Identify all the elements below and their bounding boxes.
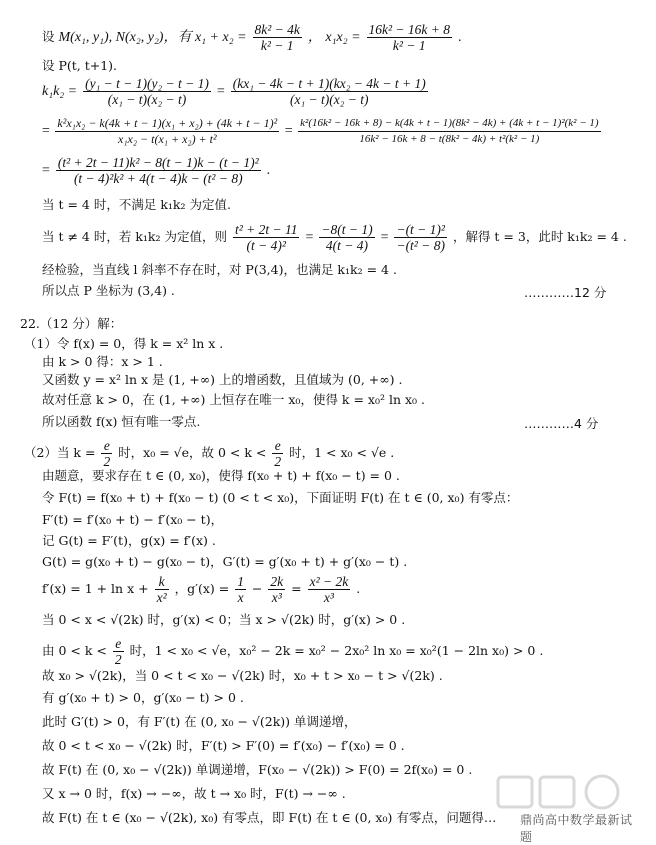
- s21-keq3-frac: $\frac{\text{(t² + 2t − 11)k² − 8(t − 1)k − (t − 1)²}}{\text{(t − 4)²k² + 4(t − 4)k − (t² − 8)}}$: [57, 155, 259, 186]
- s21-check-line: 经检验，当直线 l 斜率不存在时，对 P(3,4)，也满足 k₁k₂ = 4 .: [42, 262, 397, 277]
- s22-p2-line8: 当 0 < x < √(2k) 时，g′(x) < 0；当 x > √(2k) 时，g′(x) > 0 .: [42, 612, 406, 627]
- s21-tne4-frac1: $\frac{\text{t² + 2t − 11}}{\text{(t − 4)²}}$: [234, 222, 298, 253]
- s22-p2-line10: 故 x₀ > √(2k)，当 0 < t < x₀ − √(2k) 时，x₀ + t > x₀ − t > √(2k) .: [42, 668, 443, 683]
- s21-tne4-prefix: 当 t ≠ 4 时，若 k₁k₂ 为定值，则: [42, 229, 227, 244]
- s22-p2-line7-frac1: $\frac{k}{\text{x²}}$: [156, 574, 167, 605]
- s22-p2-line16: 故 F(t) 在 t ∈ (x₀ − √(2k), x₀) 有零点，即 F(t) 在 t ∈ (0, x₀) 有零点，问题得…: [42, 810, 497, 825]
- s22-p1-line4: 故对任意 k > 0，在 (1, +∞) 上恒存在唯一 x₀，使得 k = x₀² ln x₀ .: [42, 392, 425, 407]
- s21-keq1-frac1: $\frac{\text{(y₁ − t − 1)(y₂ − t − 1)}}{\text{(x₁ − t)(x₂ − t)}}$: [85, 76, 209, 107]
- s22-p2-line4: F′(t) = f′(x₀ + t) − f′(x₀ − t)，: [42, 512, 224, 527]
- s21-keq3: = $\frac{\text{(t² + 2t − 11)k² − 8(t − 1)k − (t − 1)²}}{\text{(t − 4)²k² + 4(t − 4)k − (t² − 8)}}$ .: [42, 155, 271, 186]
- s21-score: …………12 分: [524, 285, 607, 300]
- s21-line1-mid: ， x₁x₂ =: [307, 30, 361, 45]
- s22-p2-line13: 故 0 < t < x₀ − √(2k) 时，F′(t) > F′(0) = f′(x₀) − f′(x₀) = 0 .: [42, 738, 405, 753]
- s21-t4-line: 当 t = 4 时，不满足 k₁k₂ 为定值.: [42, 197, 231, 212]
- s21-tne4-line: 当 t ≠ 4 时，若 k₁k₂ 为定值，则 $\frac{\text{t² + 2t − 11}}{\text{(t − 4)²}}$ = $\frac{-8(t - 1)}{4(t - 4)}$ = $\frac{\text{−(t − 1)²}}{\text{−(t² − 8)}}$ ，解得 t = 3，此时 k₁k₂ = 4 .: [42, 222, 627, 253]
- s22-p2-line1: （2）当 k = $\frac{e}{2}$ 时，x₀ = √e，故 0 < k < $\frac{e}{2}$ 时，1 < x₀ < √e .: [24, 438, 395, 469]
- s21-keq2: = $\frac{\text{k²x₁x₂ − k(4k + t − 1)(x₁ + x₂) + (4k + t − 1)²}}{\text{x₁x₂ − t(x₁ + x₂) + t²}}$ = k²(16k² − 16k + 8) − k(4k + t − 1)(8k² − 4k) + (4k + t − 1)²(k² − 1) 16k² − 16k + 8 − t(8k² − 4k) + t²(k² − 1): [42, 116, 599, 146]
- s22-p1-line5: 所以函数 f(x) 恒有唯一零点.: [42, 414, 201, 429]
- watermark: [490, 773, 640, 844]
- s21-tne4-frac2: $\frac{-8(t - 1)}{4(t - 4)}$: [321, 222, 373, 253]
- s21-keq2-frac2: k²(16k² − 16k + 8) − k(4k + t − 1)(8k² − 4k) + (4k + t − 1)²(k² − 1) 16k² − 16k + 8 − t(8k² − 4k) + t²(k² − 1): [300, 117, 599, 145]
- s21-tne4-frac3: $\frac{\text{−(t − 1)²}}{\text{−(t² − 8)}}$: [396, 222, 445, 253]
- s21-keq2-frac1: $\frac{\text{k²x₁x₂ − k(4k + t − 1)(x₁ + x₂) + (4k + t − 1)²}}{\text{x₁x₂ − t(x₁ + x₂) + t²}}$: [57, 116, 278, 146]
- s22-p2-line1-frac1: $\frac{e}{2}$: [103, 438, 111, 469]
- s21-keq1-frac2: $\frac{\text{(kx₁ − 4k − t + 1)(kx₂ − 4k − t + 1)}}{\text{(x₁ − t)(x₂ − t)}}$: [232, 76, 426, 107]
- s22-p2-line7: f′(x) = 1 + ln x + $\frac{k}{\text{x²}}$ ，g′(x) = $\frac{1}{x}$ − $\frac{2k}{\text{x³}}$ = $\frac{\text{x² − 2k}}{\text{x³}}$ .: [42, 574, 361, 605]
- watermark-text: 鼎尚高中数学最新试题: [520, 813, 633, 844]
- s22-p1-line2: 由 k > 0 得：x > 1 .: [42, 354, 163, 369]
- s21-keq1-lhs: k₁k₂ =: [42, 84, 78, 99]
- s22-p2-line12: 此时 G′(t) > 0，有 F′(t) 在 (0, x₀ − √(2k)) 单调递增，: [42, 714, 357, 729]
- s22-header: 22.（12 分）解：: [20, 316, 123, 331]
- s21-line1-frac1: $\frac{\text{8k² − 4k}}{\text{k² − 1}}$: [254, 22, 300, 53]
- s22-p1-line3: 又函数 y = x² ln x 是 (1, +∞) 上的增函数，且值域为 (0, +∞) .: [42, 372, 403, 387]
- s22-p2-line11: 有 g′(x₀ + t) > 0，g′(x₀ − t) > 0 .: [42, 690, 244, 705]
- s22-p1-score: …………4 分: [524, 416, 599, 431]
- s21-line1-prefix: 设: [42, 29, 55, 44]
- s22-p2-line15: 又 x → 0 时，f(x) → −∞，故 t → x₀ 时，F(t) → −∞ .: [42, 786, 346, 801]
- s22-p2-line5: 记 G(t) = F′(t)，g(x) = f′(x) .: [42, 533, 216, 548]
- s21-line1-frac2: $\frac{\text{16k² − 16k + 8}}{\text{k² − 1}}$: [368, 22, 451, 53]
- s22-p2-line7-frac2: $\frac{1}{x}$: [237, 574, 244, 605]
- s22-p2-line14: 故 F(t) 在 (0, x₀ − √(2k)) 单调递增，F(x₀ − √(2k)) > F(0) = 2f(x₀) = 0 .: [42, 762, 473, 777]
- s22-p2-line2: 由题意，要求存在 t ∈ (0, x₀)，使得 f(x₀ + t) + f(x₀ − t) = 0 .: [42, 468, 400, 483]
- s22-p2-line1-frac2: $\frac{e}{2}$: [274, 438, 282, 469]
- s21-conclusion: 所以点 P 坐标为 (3,4) .: [42, 283, 175, 298]
- s22-p2-line6: G(t) = g(x₀ + t) − g(x₀ − t)，G′(t) = g′(x₀ + t) + g′(x₀ − t) .: [42, 554, 408, 569]
- s21-line2: 设 P(t, t+1).: [42, 58, 118, 73]
- s22-p2-line9: 由 0 < k < $\frac{e}{2}$ 时，1 < x₀ < √e，x₀² − 2k = x₀² − 2x₀² ln x₀ = x₀²(1 − 2ln x₀) > 0 .: [42, 636, 544, 667]
- s22-p2-line3: 令 F(t) = f(x₀ + t) + f(x₀ − t) (0 < t < x₀)，下面证明 F(t) 在 t ∈ (0, x₀) 有零点：: [42, 490, 519, 505]
- s21-tne4-suffix: ，解得 t = 3，此时 k₁k₂ = 4 .: [452, 229, 627, 244]
- s22-p2-line9-frac: $\frac{e}{2}$: [114, 636, 122, 667]
- s22-p1-line1: （1）令 f(x) = 0，得 k = x² ln x .: [24, 336, 224, 351]
- s21-line1: 设 M(x₁, y₁), N(x₂, y₂)，有 x₁ + x₂ = $\frac{\text{8k² − 4k}}{\text{k² − 1}}$ ， x₁x₂ = $\frac{\text{16k² − 16k + 8}}{\text{k² − 1}}$ .: [42, 22, 462, 53]
- s22-p2-line7-frac3: $\frac{2k}{\text{x³}}$: [270, 574, 284, 605]
- s22-p2-line7-frac4: $\frac{\text{x² − 2k}}{\text{x³}}$: [309, 574, 349, 605]
- s21-keq1: k₁k₂ = $\frac{\text{(y₁ − t − 1)(y₂ − t − 1)}}{\text{(x₁ − t)(x₂ − t)}}$ = $\frac{\text{(kx₁ − 4k − t + 1)(kx₂ − 4k − t + 1)}}{\text{(x₁ − t)(x₂ − t)}}$: [42, 76, 426, 107]
- s21-line1-math: M(x₁, y₁), N(x₂, y₂)，有 x₁ + x₂ =: [58, 30, 247, 45]
